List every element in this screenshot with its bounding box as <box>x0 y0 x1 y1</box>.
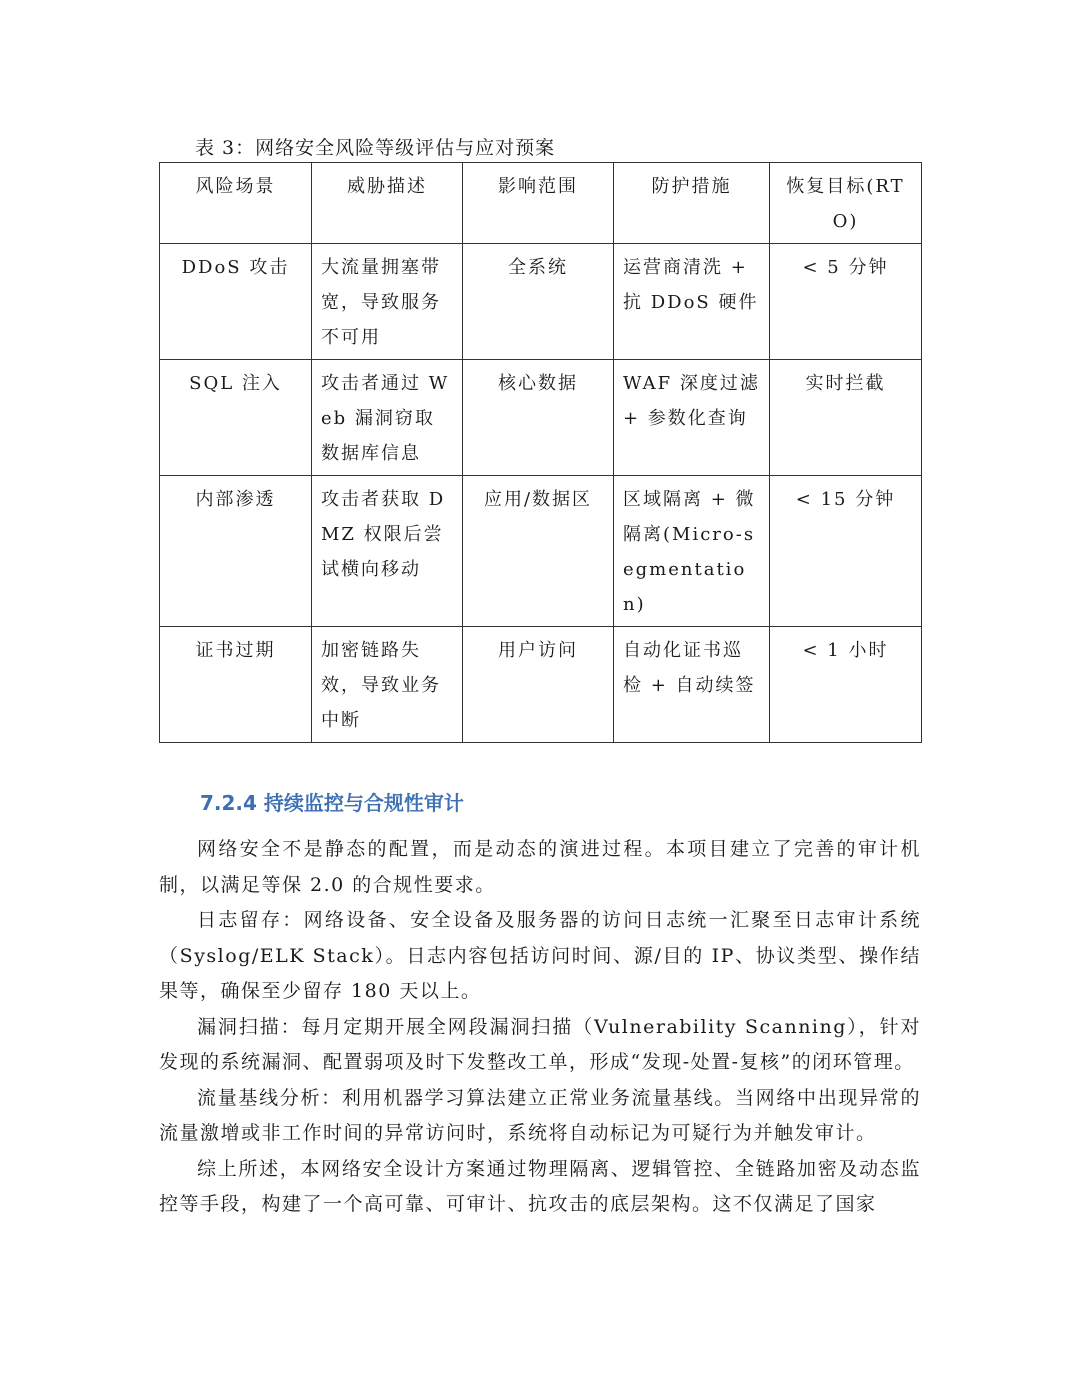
header-protection-measures: 防护措施 <box>614 163 770 244</box>
cell-impact-scope: 核心数据 <box>463 360 614 476</box>
table-row <box>160 476 922 627</box>
cell-threat-description: 攻击者获取 DMZ 权限后尝试横向移动 <box>312 476 463 627</box>
cell-rto: < 5 分钟 <box>770 244 922 360</box>
risk-assessment-table <box>159 162 922 743</box>
table-row <box>160 360 922 476</box>
cell-risk-scenario: 证书过期 <box>160 627 312 743</box>
paragraph: 综上所述，本网络安全设计方案通过物理隔离、逻辑管控、全链路加密及动态监控等手段，构建了一个高可靠、可审计、抗攻击的底层架构。这不仅满足了国家 <box>159 1157 921 1215</box>
cell-threat-description: 大流量拥塞带宽，导致服务不可用 <box>312 244 463 360</box>
paragraph: 日志留存：网络设备、安全设备及服务器的访问日志统一汇聚至日志审计系统（Syslog/ELK Stack）。日志内容包括访问时间、源/目的 IP、协议类型、操作结果等，确保至少留存 180 天以上。 <box>159 909 921 1002</box>
cell-threat-description: 攻击者通过 Web 漏洞窃取数据库信息 <box>312 360 463 476</box>
cell-impact-scope: 全系统 <box>463 244 614 360</box>
section-body <box>159 832 921 1223</box>
table-header-row <box>160 163 922 244</box>
cell-risk-scenario: DDoS 攻击 <box>160 244 312 360</box>
cell-impact-scope: 应用/数据区 <box>463 476 614 627</box>
table-row <box>160 244 922 360</box>
paragraph: 漏洞扫描：每月定期开展全网段漏洞扫描（Vulnerability Scanning），针对发现的系统漏洞、配置弱项及时下发整改工单，形成“发现-处置-复核”的闭环管理。 <box>159 1015 921 1073</box>
cell-rto: < 1 小时 <box>770 627 922 743</box>
cell-protection-measures: 运营商清洗 + 抗 DDoS 硬件 <box>614 244 770 360</box>
header-threat-description: 威胁描述 <box>312 163 463 244</box>
cell-risk-scenario: SQL 注入 <box>160 360 312 476</box>
table-caption: 表 3：网络安全风险等级评估与应对预案 <box>195 137 556 159</box>
header-rto: 恢复目标(RTO) <box>770 163 922 244</box>
paragraph: 流量基线分析：利用机器学习算法建立正常业务流量基线。当网络中出现异常的流量激增或非工作时间的异常访问时，系统将自动标记为可疑行为并触发审计。 <box>159 1086 921 1144</box>
cell-protection-measures: 自动化证书巡检 + 自动续签 <box>614 627 770 743</box>
cell-rto: 实时拦截 <box>770 360 922 476</box>
cell-threat-description: 加密链路失效，导致业务中断 <box>312 627 463 743</box>
header-impact-scope: 影响范围 <box>463 163 614 244</box>
paragraph: 网络安全不是静态的配置，而是动态的演进过程。本项目建立了完善的审计机制，以满足等保 2.0 的合规性要求。 <box>159 838 921 896</box>
cell-impact-scope: 用户访问 <box>463 627 614 743</box>
cell-protection-measures: WAF 深度过滤 + 参数化查询 <box>614 360 770 476</box>
cell-protection-measures: 区域隔离 + 微隔离(Micro-segmentation) <box>614 476 770 627</box>
header-risk-scenario: 风险场景 <box>160 163 312 244</box>
table-row <box>160 627 922 743</box>
section-title: 7.2.4 持续监控与合规性审计 <box>200 791 464 815</box>
cell-rto: < 15 分钟 <box>770 476 922 627</box>
cell-risk-scenario: 内部渗透 <box>160 476 312 627</box>
